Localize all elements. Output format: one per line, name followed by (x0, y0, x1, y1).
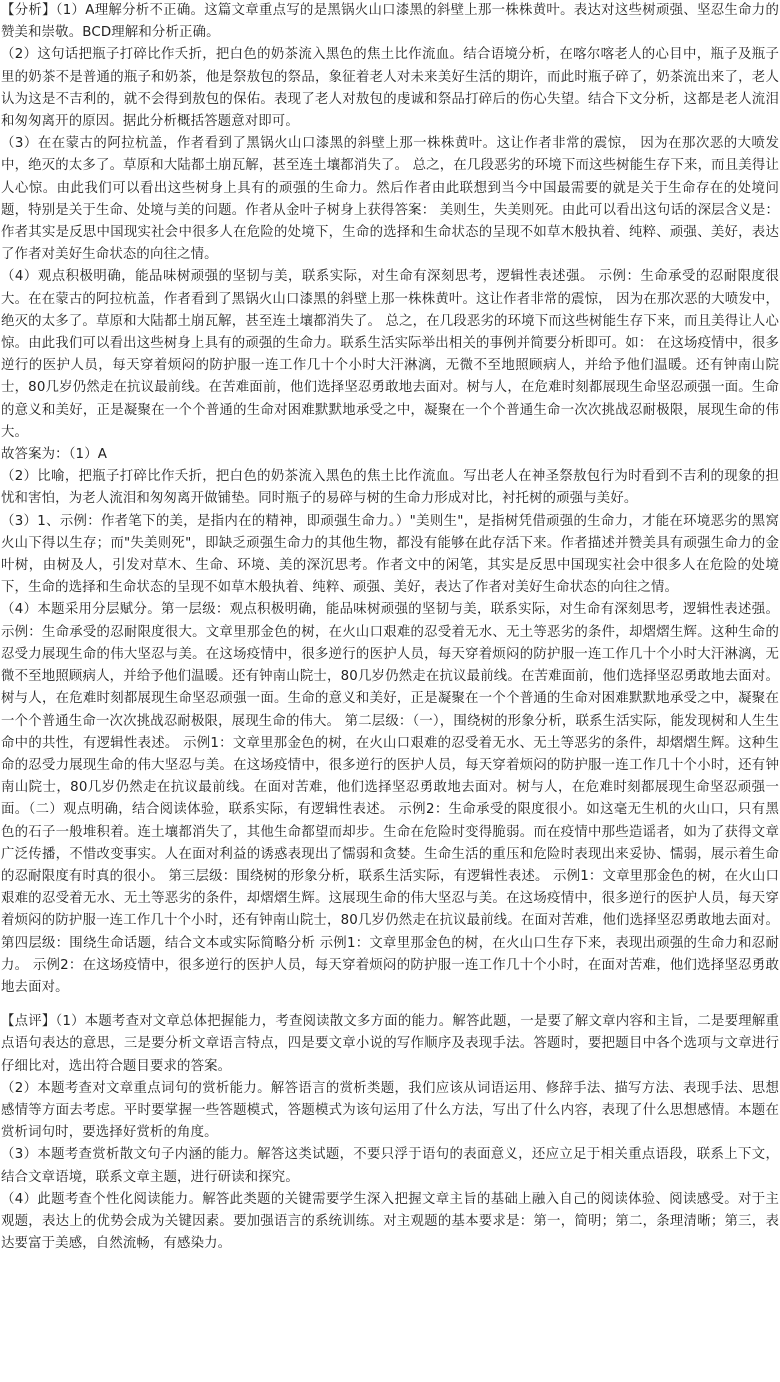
analysis-paragraph-4: （4）观点积极明确，能品味树顽强的坚韧与美，联系实际，对生命有深刻思考，逻辑性表述强。 示例：生命承受的忍耐限度很大。在在蒙古的阿拉杭盖，作者看到了黑锅火山口漆黑的斜壁上那一株株黄叶。这让作者非常的震惊， 因为在那次恶的大喷发中，绝灭的太多了。草原和大陆都土崩瓦解，甚至连土壤都消失了。 总之，在几段恶劣的环境下而这些树能生存下来，而且美得让人心惊。由此我们可以看出这些树身上具有的顽强的生命力。联系生活实际举出相关的事例并简要分析即可。如： 在这场疫情中，很多逆行的医护人员，每天穿着烦闷的防护服一连工作几十个小时大汗淋漓，无微不至地照顾病人，并给予他们温暖。还有钟南山院士，80几岁仍然走在抗议最前线。在苦难面前，他们选择坚忍勇敢地去面对。树与人，在危难时刻都展现生命坚忍顽强一面。生命的意义和美好，正是凝聚在一个个普通的生命对困难默默地承受之中，凝聚在一个个普通生命一次次挑战忍耐极限，展现生命的伟大。 (1, 269, 779, 440)
comment-paragraph-3: （3）本题考查赏析散文句子内涵的能力。解答这类试题，不要只浮于语句的表面意义，还应立足于相关重点语段，联系上下文，结合文章语境，联系文章主题，进行研读和探究。 (1, 1147, 779, 1185)
comment-paragraph-4: （4）此题考查个性化阅读能力。解答此类题的关键需要学生深入把握文章主旨的基础上融入自己的阅读体验、阅读感受。对于主观题，表达上的优势会成为关键因素。要加强语言的系统训练。对主观题的基本要求是：第一，简明；第二，条理清晰；第三，表达要富于美感，自然流畅，有感染力。 (1, 1191, 779, 1252)
answer-paragraph-4: （4）本题采用分层赋分。第一层级：观点积极明确，能品味树顽强的坚韧与美，联系实际，对生命有深刻思考，逻辑性表述强。 示例：生命承受的忍耐限度很大。文章里那金色的树，在火山口艰难的忍受着无水、无土等恶劣的条件，却熠熠生辉。这种生命的忍受力展现生命的伟大坚忍与美。在这场疫情中，很多逆行的医护人员，每天穿着烦闷的防护服一连工作几十个小时大汗淋漓，无微不至地照顾病人，并给予他们温暖。还有钟南山院士，80几岁仍然走在抗议最前线。在苦难面前，他们选择坚忍勇敢地去面对。树与人，在危难时刻都展现生命坚忍顽强一面。生命的意义和美好，正是凝聚在一个个普通的生命对困难默默地承受之中，凝聚在一个个普通生命一次次挑战忍耐极限，展现生命的伟大。 第二层级：（一），围绕树的形象分析，联系生活实际，能发现树和人生生命中的共性，有逻辑性表述。 示例1：文章里那金色的树，在火山口艰难的忍受着无水、无土等恶劣的条件，却熠熠生辉。这种生命的忍受力展现生命的伟大坚忍与美。在这场疫情中，很多逆行的医护人员，每天穿着烦闷的防护服一连工作几十个小时，还有钟南山院士，80几岁仍然走在抗议最前线。在面对苦难，他们选择坚忍勇敢地去面对。树与人，在危难时刻都展现生命坚忍顽强一面。（二）观点明确，结合阅读体验，联系实际，有逻辑性表述。 示例2：生命承受的限度很小。如这毫无生机的火山口，只有黑色的石子一般堆积着。连土壤都消失了，其他生命都望而却步。生命在危险时变得脆弱。而在疫情中那些造谣者，如为了获得文章广泛传播，不惜改变事实。人在面对利益的诱惑表现出了懦弱和贪婪。生命生活的重压和危险时表现出来妥协、懦弱，展示着生命的忍耐限度有时真的很小。 第三层级：围绕树的形象分析，联系生活实际，有逻辑性表述。 示例1：文章里那金色的树，在火山口艰难的忍受着无水、无土等恶劣的条件，却熠熠生辉。这展现生命的伟大坚忍与美。在这场疫情中，很多逆行的医护人员，每天穿着烦闷的防护服一连工作几十个小时，还有钟南山院士，80几岁仍然走在抗议最前线。在面对苦难，他们选择坚忍勇敢地去面对。 第四层级：围绕生命话题，结合文本或实际简略分析 示例1：文章里那金色的树，在火山口生存下来，表现出顽强的生命力和忍耐力。 示例2：在这场疫情中，很多逆行的医护人员，每天穿着烦闷的防护服一连工作几十个小时，在面对苦难，他们选择坚忍勇敢地去面对。 (1, 602, 779, 995)
comment-paragraph-1: 【点评】（1）本题考查对文章总体把握能力，考查阅读散文多方面的能力。解答此题，一是要了解文章内容和主旨，二是要理解重点语句表达的意思，三是要分析文章语言特点，四是要文章小说的写作顺序及表现手法。答题时，要把题目中各个选项与文章进行仔细比对，选出符合题目要求的答案。 (1, 1014, 779, 1074)
answer-paragraph-3: （3）1、示例：作者笔下的美，是指内在的精神，即顽强生命力。）"美则生"，是指树凭借顽强的生命力，才能在环境恶劣的黑窝火山下得以生存；而"失美则死"，即缺乏顽强生命力的其他生物，都没有能够在此存活下来。作者描述并赞美具有顽强生命力的金叶树，由树及人，引发对草木、生命、环境、美的深沉思考。作者文中的闲笔，其实是反思中国现实社会中很多人在危险的处境下，生命的选择和生命状态的呈现不如草木般执着、纯粹、顽强、美好，表达了作者对美好生命状态的向往之情。 (1, 513, 779, 596)
answer-paragraph-2: （2）比喻，把瓶子打碎比作夭折，把白色的奶茶流入黑色的焦土比作流血。写出老人在神圣祭敖包行为时看到不吉利的现象的担忧和害怕，为老人流泪和匆匆离开做铺垫。同时瓶子的易碎与树的生命力形成对比，衬托树的顽强与美好。 (1, 469, 779, 507)
analysis-paragraph-3: （3）在在蒙古的阿拉杭盖，作者看到了黑锅火山口漆黑的斜壁上那一株株黄叶。这让作者非常的震惊， 因为在那次恶的大喷发中，绝灭的太多了。草原和大陆都土崩瓦解，甚至连土壤都消失了。 总之，在几段恶劣的环境下而这些树能生存下来，而且美得让人心惊。由此我们可以看出这些树身上具有的顽强的生命力。然后作者由此联想到当今中国最需要的就是关于生命存在的处境问题，特别是关于生命、处境与美的问题。作者从金叶子树身上获得答案： 美则生，失美则死。由此可以看出这句话的深层含义是：作者其实是反思中国现实社会中很多人在危险的处境下，生命的选择和生命状态的呈现不如草木般执着、纯粹、顽强、美好，表达了作者对美好生命状态的向往之情。 (1, 136, 779, 263)
section-divider (1, 999, 779, 1011)
analysis-paragraph-2: （2）这句话把瓶子打碎比作夭折，把白色的奶茶流入黑色的焦土比作流血。结合语境分析，在喀尔喀老人的心目中，瓶子及瓶子里的奶茶不是普通的瓶子和奶茶，他是祭敖包的祭品，象征着老人对未来美好生活的期许，而此时瓶子碎了，奶茶流出来了，老人认为这是不吉利的，就不会得到敖包的保佑。表现了老人对敖包的虔诚和祭品打碎后的伤心失望。结合下文分析，这都是老人流泪和匆匆离开的原因。据此分析概括答题意对即可。 (1, 47, 779, 130)
comment-paragraph-2: （2）本题考查对文章重点词句的赏析能力。解答语言的赏析类题，我们应该从词语运用、修辞手法、描写方法、表现手法、思想感情等方面去考虑。平时要掌握一些答题模式，答题模式为该句运用了什么方法，写出了什么内容，表现了什么思想感情。本题在赏析词句时，要选择好赏析的角度。 (1, 1080, 779, 1141)
analysis-paragraph-1: 【分析】（1）A理解分析不正确。这篇文章重点写的是黑锅火山口漆黑的斜壁上那一株株黄叶。表达对这些树顽强、坚忍生命力的赞美和崇敬。BCD理解和分析正确。 (1, 3, 779, 41)
answer-paragraph-1: 故答案为：（1）A (1, 447, 108, 463)
